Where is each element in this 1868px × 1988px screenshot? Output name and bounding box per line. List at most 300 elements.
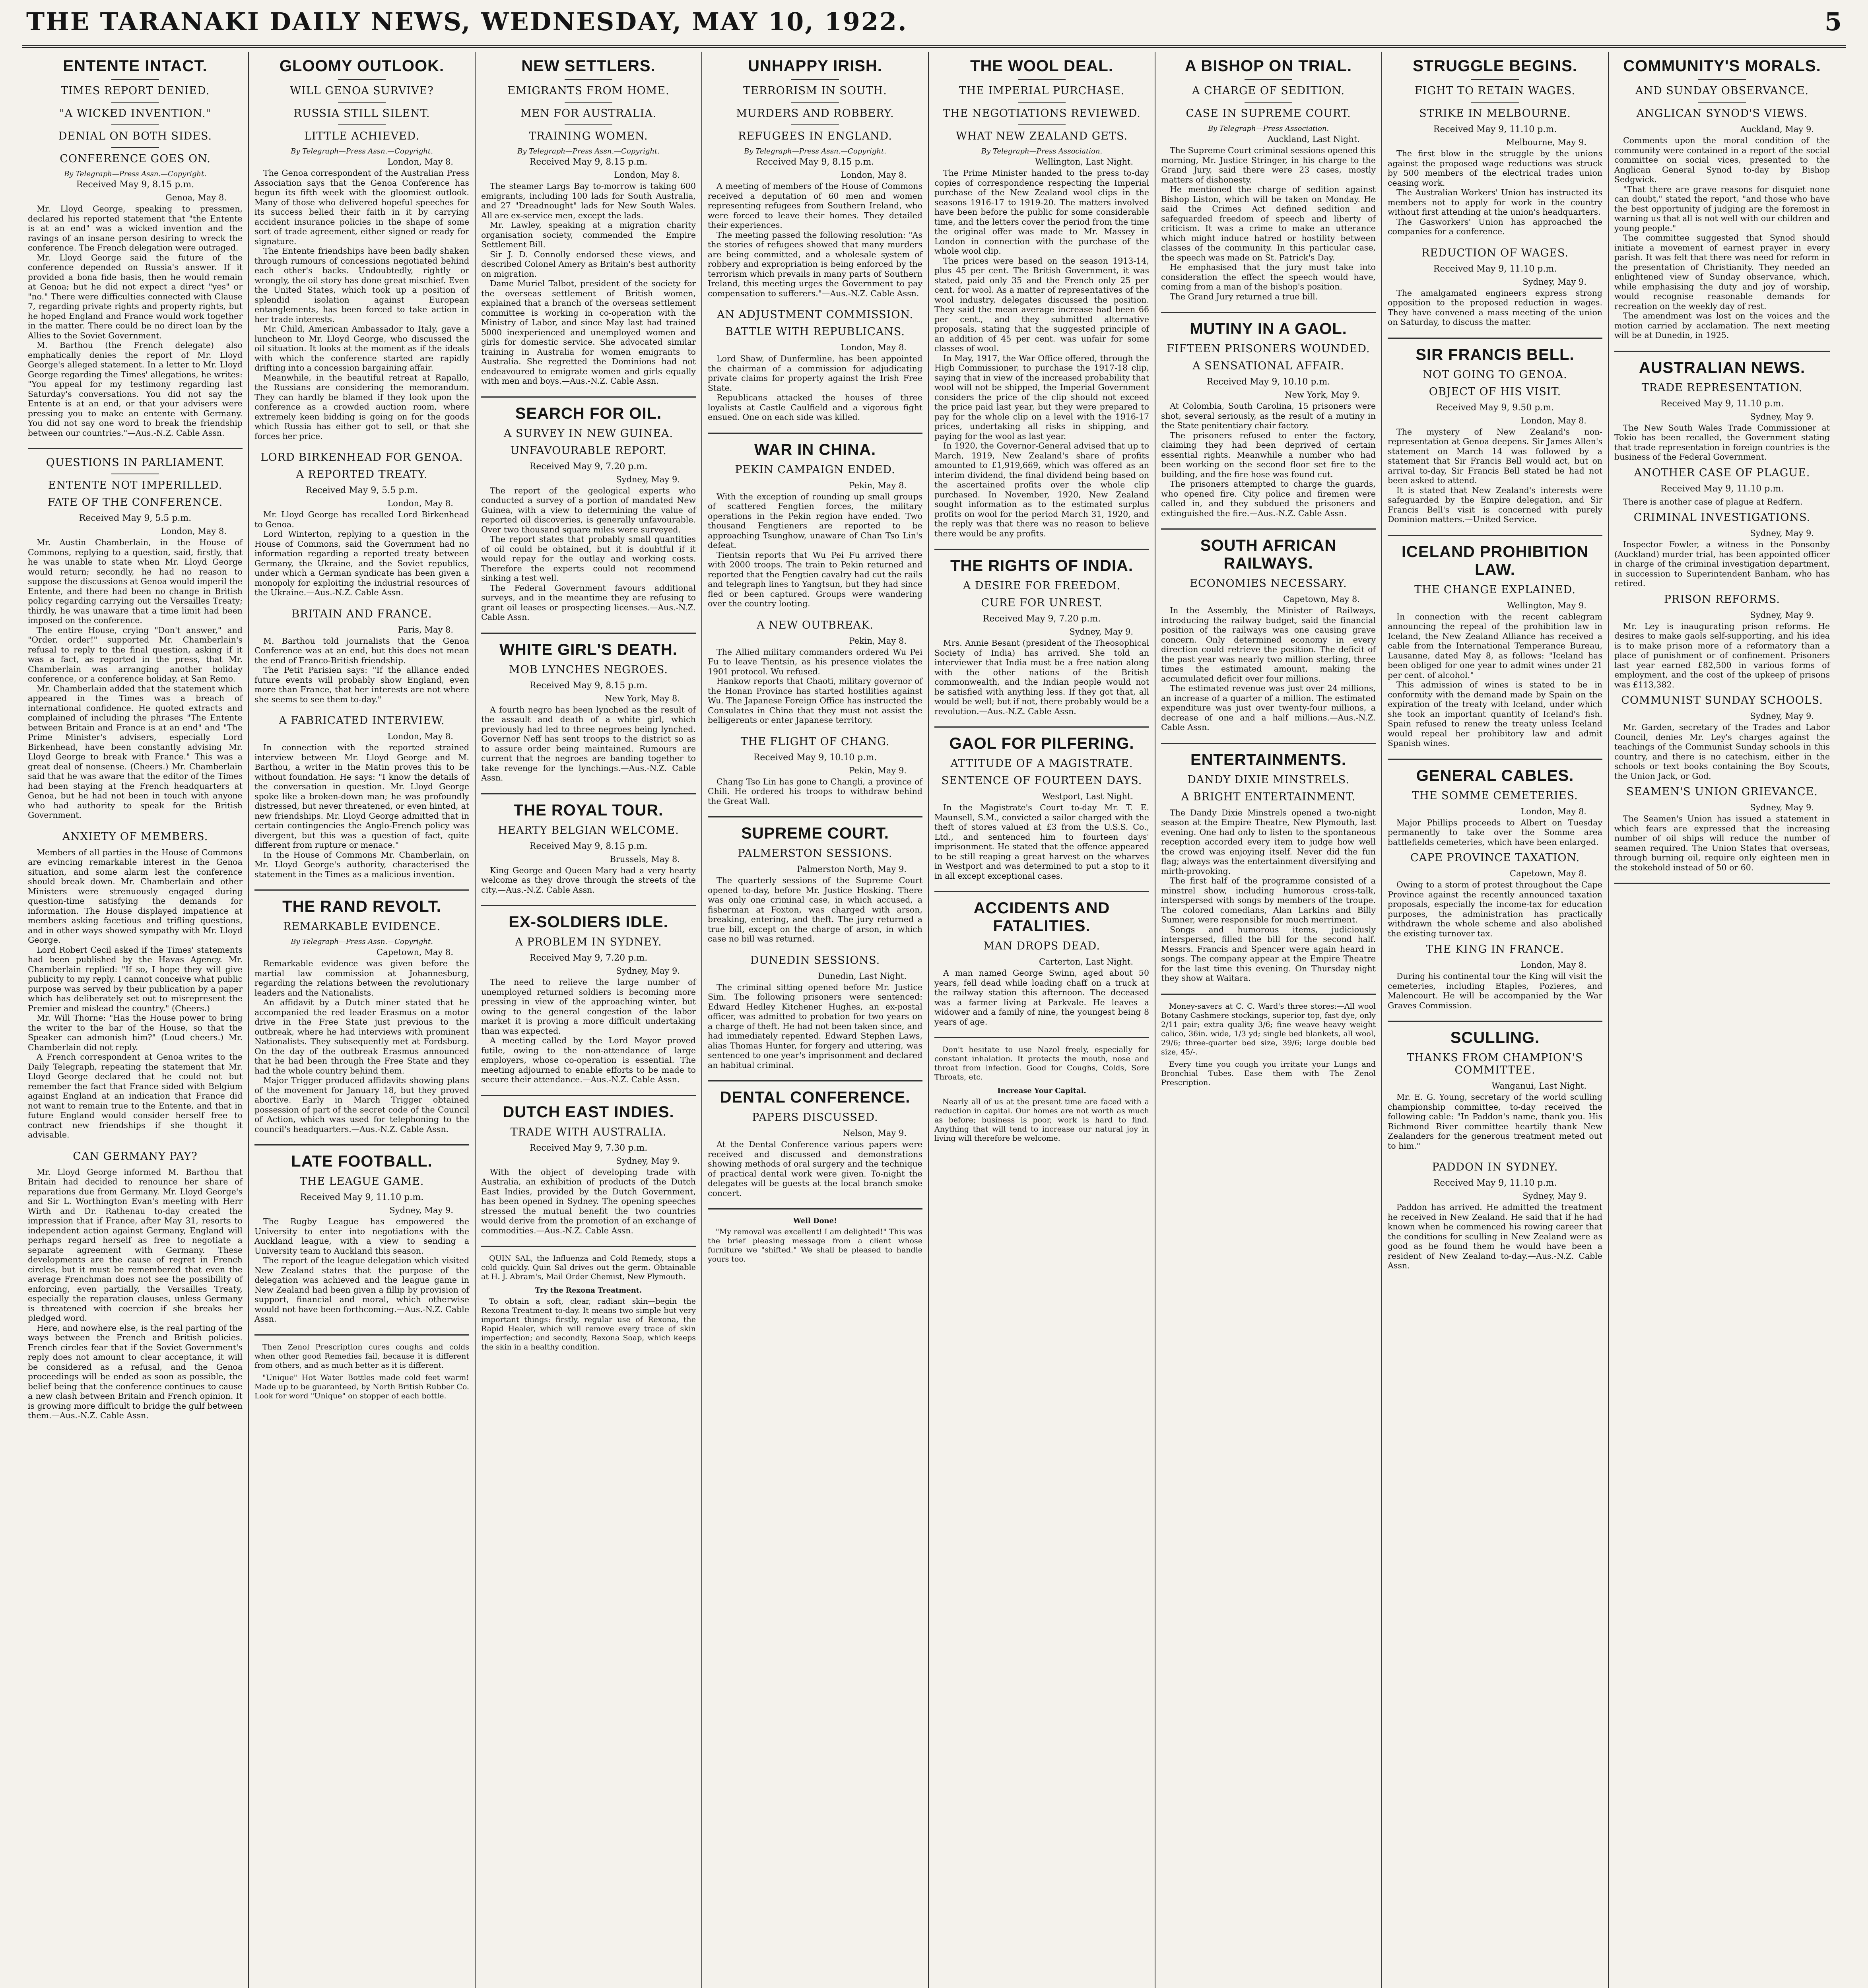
section-rule <box>1161 994 1376 995</box>
dateline: Wanganui, Last Night. <box>1491 1081 1586 1091</box>
article-oil <box>481 405 696 622</box>
subhead: A FABRICATED INTERVIEW. <box>279 714 445 727</box>
paragraph: The first half of the programme consisted of a minstrel show, including humorous cross-talk, interspersed with songs by members of the troupe. The colored comedians, Alan Larkins and Billy Sumner, were responsible for much merriment. <box>1161 876 1376 924</box>
paragraph: The mystery of New Zealand's non-representation at Genoa deepens. Sir James Allen's statement on March 14 was followed by a statement that Sir Francis Bell would act, but on arrival to-day, Sir Francis Bell stated he had not been asked to attend. <box>1388 427 1602 485</box>
dateline: Westport, Last Night. <box>1042 792 1133 801</box>
article-white-girl <box>481 641 696 783</box>
received-line: Received May 9, 8.15 p.m. <box>529 680 648 691</box>
article-germany-pay <box>28 1150 243 1421</box>
section-rule <box>481 1246 696 1247</box>
paragraph: Dame Muriel Talbot, president of the society for the overseas settlement of British women, explained that a branch of the overseas settlement committee is working in co-operation with the Ministry of Labor, and since May last had trained 5000 inexperienced and unemployed women and girls for domestic service. She advocated similar training in Australia for women emigrants to Australia. She regretted the Dominions had not endeavoured to emigrate women and girls equally with men and boys.—Aus.-N.Z. Cable Assn. <box>481 279 696 386</box>
article-fabricated <box>254 714 469 879</box>
paragraph: The committee suggested that Synod should initiate a movement of earnest prayer in every parish. It was felt that there was need for reform in the presentation of Christianity. They needed an enlightened view of Sunday observance, which, while emphasising the duty and joy of worship, would recognise reasonable demands for recreation on the weekly day of rest. <box>1614 233 1830 311</box>
dateline: Capetown, May 8. <box>377 947 453 957</box>
paragraph: The Dandy Dixie Minstrels opened a two-night season at the Empire Theatre, New Plymouth, last evening. One had only to listen to the spontaneous reception accorded every item to judge how well the crowd was enjoying itself. Never did the fun flag; always was the entertainment diversifying and mirth-provoking. <box>1161 808 1376 876</box>
paragraph: During his continental tour the King will visit the cemeteries, including Etaples, Pozieres, and Malencourt. He will be accompanied by the War Graves Commission. <box>1388 971 1602 1010</box>
article-rand <box>254 898 469 1134</box>
subhead: RUSSIA STILL SILENT. <box>293 107 430 120</box>
paragraph: The New South Wales Trade Commissioner at Tokio has been recalled, the Government stating that trade representation in foreign countries is the business of the Federal Government. <box>1614 423 1830 462</box>
received-line: Received May 9, 8.15 p.m. <box>756 157 874 167</box>
headline: GENERAL CABLES. <box>1416 767 1574 784</box>
article-late-football <box>254 1153 469 1324</box>
headline: SEARCH FOR OIL. <box>515 404 662 422</box>
paragraph: Meanwhile, in the beautiful retreat at Rapallo, the Russians are considering the memorandum. They can hardly be blamed if they look upon the conference as a crowded auction room, where extremely keen bidding is going on for the goods which Russia has either got to sell, or that she forces her price. <box>254 373 469 441</box>
subhead: ECONOMIES NECESSARY. <box>1190 577 1347 590</box>
paragraph: A fourth negro has been lynched as the result of the assault and death of a white girl, which previously had led to three negroes being lynched. Governor Neff has sent troops to the district so as to assure order being maintained. Rumours are current that the negroes are banding together to take revenge for the lynchings.—Aus.-N.Z. Cable Assn. <box>481 705 696 782</box>
headline: NEW SETTLERS. <box>521 57 656 75</box>
section-rule <box>708 1080 922 1081</box>
subhead: DANDY DIXIE MINSTRELS. <box>1187 773 1350 786</box>
paragraph: The Gasworkers' Union has approached the companies for a conference. <box>1388 217 1602 236</box>
received-line: Received May 9, 9.50 p.m. <box>1436 402 1554 413</box>
divider <box>1018 124 1066 125</box>
ad-headline: Try the Rexona Treatment. <box>535 1286 642 1295</box>
article-dutch <box>481 1103 696 1236</box>
divider <box>791 79 839 80</box>
divider <box>338 102 386 103</box>
headline: A BISHOP ON TRIAL. <box>1184 57 1352 75</box>
dateline: London, May 8. <box>1520 806 1586 816</box>
paragraph: The prisoners refused to enter the factory, claiming they had been deprived of certain essential rights. Meanwhile a number who had been working on the second floor set fire to the building, and the fire hose was found cut. <box>1161 430 1376 479</box>
subhead: FIFTEEN PRISONERS WOUNDED. <box>1167 343 1370 355</box>
subhead: THE FLIGHT OF CHANG. <box>740 735 890 748</box>
credit-line: By Telegraph—Press Association. <box>981 147 1103 155</box>
paragraph: The amendment was lost on the voices and the motion carried by acclamation. The next meeting will be at Dunedin, in 1925. <box>1614 311 1830 340</box>
subhead: A CHARGE OF SEDITION. <box>1192 85 1345 97</box>
dateline: Sydney, May 9. <box>1522 277 1586 287</box>
paragraph: Inspector Fowler, a witness in the Ponsonby (Auckland) murder trial, has been appointed officer in charge of the criminal investigation department, in succession to Superintendent Banham, who has retired. <box>1614 540 1830 588</box>
ad-headline: Well Done! <box>793 1217 837 1225</box>
section-rule <box>28 448 243 449</box>
article-entente <box>28 57 243 438</box>
paragraph: The Genoa correspondent of the Australian Press Association says that the Genoa Conference has begun its fifth week with the gloomiest outlook. Many of those who delivered hopeful speeches for its success belied their faith in it by carrying accident insurance policies in the shape of some sort of trade agreement, either signed or ready for signature. <box>254 168 469 246</box>
section-rule <box>1161 743 1376 744</box>
subhead: CAN GERMANY PAY? <box>73 1150 198 1163</box>
dateline: Sydney, May 9. <box>1069 627 1133 637</box>
divider <box>565 79 612 80</box>
subhead: CASE IN SUPREME COURT. <box>1186 107 1351 120</box>
paragraph: The Supreme Court criminal sessions opened this morning, Mr. Justice Stringer, in his charge to the Grand Jury, said there were 23 cases, mostly matters of dishonesty. <box>1161 146 1376 184</box>
advertisement: Money-savers at C. C. Ward's three stores:—All wool Botany Cashmere stockings, superior top, fast dye, only 2/11 pair; extra quality 3/6; fine weave heavy weight calico, 36in. wide, 1/3 yd; single bed blankets, all wool, 29/6; three-quarter bed size, 39/6; large double bed size, 45/-. <box>1161 1002 1376 1056</box>
subhead: THE IMPERIAL PURCHASE. <box>959 85 1125 97</box>
advertisement: Nearly all of us at the present time are faced with a reduction in capital. Our homes are not worth as much as before; business is poor, work is hard to find. Anything that will tend to increase our natural joy in living will therefore be welcome. <box>934 1097 1149 1143</box>
article-royal-tour <box>481 802 696 895</box>
subhead: THE SOMME CEMETERIES. <box>1412 789 1578 802</box>
article-outbreak <box>708 619 922 725</box>
subhead: EMIGRANTS FROM HOME. <box>507 85 670 97</box>
section-rule <box>708 816 922 817</box>
article-sa-railways <box>1161 537 1376 732</box>
article-entertainments <box>1161 751 1376 983</box>
paragraph: Mr. Child, American Ambassador to Italy, gave a luncheon to Mr. Lloyd George, who discussed the oil situation. It looks at the moment as if the ideals with which the conference started are rapidly drifting into a concession bargaining affair. <box>254 324 469 373</box>
paragraph: The Grand Jury returned a true bill. <box>1170 291 1318 301</box>
received-line: Received May 9, 11.10 p.m. <box>1433 1178 1557 1188</box>
section-rule <box>254 889 469 891</box>
page-number: 5 <box>1824 7 1842 36</box>
section-rule <box>254 1144 469 1145</box>
paragraph: Republicans attacked the houses of three loyalists at Castle Caulfield and a vigorous fight ensued. One on each side was killed. <box>708 393 922 422</box>
paragraph: The Prime Minister handed to the press to-day copies of correspondence respecting the Imperial purchase of the New Zealand wool clips in the seasons 1916-17 to 1919-20. The matters involved have been before the public for some considerable time, and the letters cover the period from the time the original offer was made to Mr. Massey in London in connection with the purchase of the whole wool clip. <box>934 168 1149 256</box>
paragraph: At the Dental Conference various papers were received and discussed and demonstrations showing methods of oral surgery and the technique of practical dental work were given. To-night the delegates will be guests at the local branch smoke concert. <box>708 1140 922 1198</box>
divider <box>1018 79 1066 80</box>
dateline: Auckland, May 9. <box>1740 124 1814 134</box>
received-line: Received May 9, 7.20 p.m. <box>529 461 648 472</box>
paragraph: Mr. Austin Chamberlain, in the House of Commons, replying to a question, said, firstly, that he was unable to state when Mr. Lloyd George would return; secondly, he had no reason to suppose the discussions at Genoa would imperil the Entente, and there had been no change in British policy regarding carrying out the Versailles Treaty; thirdly, he was unaware that a time limit had been imposed on the conference. <box>28 538 243 625</box>
headline: LATE FOOTBALL. <box>291 1153 433 1170</box>
headline: THE WOOL DEAL. <box>970 57 1113 75</box>
headline: ENTERTAINMENTS. <box>1190 751 1347 769</box>
paragraph: In 1920, the Governor-General advised that up to March, 1919, New Zealand's share of profits amounted to £1,919,669, which was offered as an interim dividend, the final dividend being based on the ascertained profits over the whole clip purchased. In November, 1920, New Zealand sought information as to the estimated surplus profits on wool for the period March 31, 1920, and the reply was that there was no reason to believe there would be any profits. <box>934 441 1149 538</box>
headline: DENTAL CONFERENCE. <box>720 1089 911 1106</box>
subhead: UNFAVOURABLE REPORT. <box>510 444 667 457</box>
paragraph: The prices were based on the season 1913-14, plus 45 per cent. The British Government, it was stated, paid only 35 and the French only 25 per cent. for wool. As a matter of representatives of the wool industry, delegates discussed the position. They said the mean average increase had been 66 per cent., and they submitted alternative proposals, stating that the suggested principle of an addition of 45 per cent. was unfair for some classes of wool. <box>934 256 1149 353</box>
headline: ACCIDENTS AND FATALITIES. <box>973 899 1110 935</box>
headline: SCULLING. <box>1450 1029 1540 1046</box>
subhead: OBJECT OF HIS VISIT. <box>1429 385 1561 398</box>
section-rule <box>1161 528 1376 530</box>
dateline: Sydney, May 9. <box>1522 1191 1586 1201</box>
subhead: MEN FOR AUSTRALIA. <box>520 107 657 120</box>
article-new-settlers <box>481 57 696 386</box>
dateline: London, May 8. <box>1520 415 1586 425</box>
paragraph: The Allied military commanders ordered Wu Pei Fu to leave Tientsin, as his presence violates the 1901 protocol. Wu refused. <box>708 647 922 676</box>
article-struggle <box>1388 57 1602 237</box>
divider <box>111 124 159 125</box>
paragraph: There is another case of plague at Redfern. <box>1623 497 1803 507</box>
subhead: LITTLE ACHIEVED. <box>304 130 419 142</box>
subhead: PADDON IN SYDNEY. <box>1432 1161 1558 1173</box>
subhead: WILL GENOA SURVIVE? <box>290 85 434 97</box>
credit-line: By Telegraph—Press Assn.—Copyright. <box>291 938 433 946</box>
paragraph: Remarkable evidence was given before the martial law commission at Johannesburg, regarding the relations between the revolutionary leaders and the Nationalists. <box>254 959 469 998</box>
subhead: BATTLE WITH REPUBLICANS. <box>725 326 905 338</box>
subhead: BRITAIN AND FRANCE. <box>291 608 432 620</box>
divider <box>791 102 839 103</box>
subhead: THE LEAGUE GAME. <box>299 1175 424 1188</box>
article-sculling <box>1388 1029 1602 1151</box>
article-morals <box>1614 57 1830 340</box>
paragraph: Major Phillips proceeds to Albert on Tuesday permanently to take over the Somme area battlefields cemeteries, which have been enlarged. <box>1388 817 1602 847</box>
subhead: ANXIETY OF MEMBERS. <box>62 830 208 843</box>
paragraph: A meeting called by the Lord Mayor proved futile, owing to the non-attendance of large employers, whose co-operation is essential. The meeting adjourned to enable efforts to be made to secure their attendance.—Aus.-N.Z. Cable Assn. <box>481 1036 696 1084</box>
dateline: Wellington, Last Night. <box>1035 157 1133 167</box>
dateline: Palmerston North, May 9. <box>797 864 907 874</box>
subhead: COMMUNIST SUNDAY SCHOOLS. <box>1621 694 1823 707</box>
article-india <box>934 557 1149 716</box>
received-line: Received May 9, 5.5 p.m. <box>79 513 192 523</box>
article-supreme <box>708 825 922 944</box>
section-rule <box>708 1208 922 1209</box>
article-irish <box>708 57 922 298</box>
paragraph: Chang Tso Lin has gone to Changli, a province of Chili. He ordered his troops to withdraw behind the Great Wall. <box>708 777 922 806</box>
received-line: Received May 9, 7.30 p.m. <box>529 1143 648 1153</box>
paragraph: Mr. Lloyd George, speaking to pressmen, declared his reported statement that "the Entente is at an end" was a wicked invention and the ravings of an insane person desiring to wreck the conference. The French delegation were outraged. <box>28 204 243 252</box>
paragraph: Here, and nowhere else, is the real parting of the ways between the French and British policies. French circles fear that if the Soviet Government's reply does not amount to clear acceptance, it will be considered as a refusal, and the Genoa proceedings will be ended as soon as possible, the belief being that the conference continues to cause a new clash between Britain and French opinion. It is growing more difficult to bridge the gulf between them.—Aus.-N.Z. Cable Assn. <box>28 1323 243 1420</box>
headline: ICELAND PROHIBITION LAW. <box>1401 543 1589 579</box>
paragraph: The amalgamated engineers express strong opposition to the proposed reduction in wages. They have convened a mass meeting of the union on Saturday, to discuss the matter. <box>1388 288 1602 327</box>
dateline: Pekin, May 8. <box>849 636 907 646</box>
paragraph: The need to relieve the large number of unemployed returned soldiers is becoming more pressing in view of the approaching winter, but owing to the general congestion of the labor market it is proving a more difficult undertaking than was expected. <box>481 977 696 1036</box>
subhead: AN ADJUSTMENT COMMISSION. <box>717 309 914 321</box>
dateline: London, May 8. <box>387 732 453 741</box>
article-general-cables <box>1388 767 1602 1011</box>
dateline: Dunedin, Last Night. <box>818 971 907 981</box>
headline: STRUGGLE BEGINS. <box>1413 57 1577 75</box>
paragraph: He mentioned the charge of sedition against Bishop Liston, which will be taken on Monday. He said the Crimes Act defined sedition and safeguarded freedom of speech and liberty of criticism. It was a crime to make an utterance which might induce hatred or hostility between classes of the community. In this particular case, the speech was made on St. Patrick's Day. <box>1161 184 1376 262</box>
subhead: REFUGEES IN ENGLAND. <box>738 130 892 142</box>
subhead: A DESIRE FOR FREEDOM. <box>963 580 1121 592</box>
paragraph: Mr. Lawley, speaking at a migration charity organisation society, commended the Empire Settlement Bill. <box>481 220 696 249</box>
column-3 <box>476 52 702 1988</box>
paragraph: The meeting passed the following resolution: "As the stories of refugees showed that many murders are being committed, and a wholesale system of robbery and expropriation is being enforced by the terrorism which prevails in many parts of Southern Ireland, this meeting urges the Government to pay compensation to sufferers."—Aus.-N.Z. Cable Assn. <box>708 230 922 298</box>
section-rule <box>934 549 1149 550</box>
subhead: MAN DROPS DEAD. <box>983 940 1100 952</box>
advertisement: "Unique" Hot Water Bottles made cold feet warm! Made up to be guaranteed, by North British Rubber Co. Look for word "Unique" on stopper of each bottle. <box>254 1373 469 1400</box>
paragraph: Mr. Lloyd George has recalled Lord Birkenhead to Genoa. <box>254 510 469 529</box>
subhead: CURE FOR UNREST. <box>981 597 1103 609</box>
received-line: Received May 9, 8.15 p.m. <box>76 180 194 190</box>
credit-line: By Telegraph—Press Assn.—Copyright. <box>291 147 433 155</box>
article-paddon <box>1388 1161 1602 1271</box>
advertisement: Don't hesitate to use Nazol freely, especially for constant inhalation. It protects the mouth, nose and throat from infection. Good for Coughs, Colds, Sore Throats, etc. <box>934 1045 1149 1081</box>
paragraph: Mr. Lloyd George said the future of the conference depended on Russia's answer. If it provided a bona fide basis, then he would remain at Genoa; but he did not expect a direct "yes" or "no." There were difficulties connected with Clause 7, regarding private rights and property rights, but he hoped England and France would work together in the matter. There could be no direct loan by the Allies to the Soviet Government. <box>28 252 243 340</box>
paragraph: Owing to a storm of protest throughout the Cape Province against the recently announced taxation proposals, especially the income-tax for education purposes, the administration has practically withdrawn the whole scheme and also abolished the existing turnover tax. <box>1388 880 1602 938</box>
subhead: QUESTIONS IN PARLIAMENT. <box>46 456 225 469</box>
subhead: THE NEGOTIATIONS REVIEWED. <box>943 107 1141 120</box>
section-rule <box>1388 535 1602 536</box>
section-rule <box>1614 883 1830 884</box>
paragraph: "That there are grave reasons for disquiet none can doubt," stated the report, "and those who have the best opportunity of judging are the foremost in warning us that all is not well with our children and young people." <box>1614 184 1830 233</box>
paragraph: Tientsin reports that Wu Pei Fu arrived there with 2000 troops. The train to Pekin returned and reported that the Fengtien cavalry had cut the rails and telegraph lines to Yangtsun, but they had since fled or been captured. Groups were wandering over the country looting. <box>708 550 922 608</box>
paragraph: King George and Queen Mary had a very hearty welcome as they drove through the streets of the city.—Aus.-N.Z. Cable Assn. <box>481 865 696 895</box>
paragraph: M. Barthou (the French delegate) also emphatically denies the report of Mr. Lloyd George's alleged statement. In a letter to Mr. Lloyd George regarding the Times' allegations, he writes: "You appeal for my testimony regarding last Saturday's conversations. You did not say the Entente is at an end, or that your advisers were pressing you to make an entente with Germany. You did not say one word to break the friendship between our countries."—Aus.-N.Z. Cable Assn. <box>28 340 243 438</box>
dateline: New York, May 9. <box>1285 390 1360 400</box>
paragraph: A French correspondent at Genoa writes to the Daily Telegraph, repeating the statement that Mr. Lloyd George declared that he could not but remember the fact that France sided with Belgium against England at an indication that France did not want to remain true to the Entente, and that in future England would consider herself free to contract new friendships if she thought it advisable. <box>28 1052 243 1140</box>
column-1 <box>22 52 249 1988</box>
article-iceland <box>1388 543 1602 748</box>
subhead: NOT GOING TO GENOA. <box>1423 368 1567 381</box>
subhead: ANOTHER CASE OF PLAGUE. <box>1634 466 1810 479</box>
paragraph: The Rugby League has empowered the University to enter into negotiations with the Auckland league, with a view to sending a University team to Auckland this season. <box>254 1217 469 1256</box>
article-dental <box>708 1089 922 1198</box>
divider <box>1471 79 1519 80</box>
dateline: Capetown, May 8. <box>1510 869 1586 878</box>
paragraph: The estimated revenue was just over 24 millions, an increase of a quarter of a million. The estimated expenditure was just over twenty-four millions, a decrease of one and a half millions.—Aus.-N.Z. Cable Assn. <box>1161 683 1376 732</box>
subhead: MURDERS AND ROBBERY. <box>736 107 894 120</box>
received-line: Received May 9, 11.10 p.m. <box>1660 483 1784 494</box>
paragraph: In connection with the reported strained interview between Mr. Lloyd George and M. Barthou, a writer in the Matin proves this to be without foundation. He says: "I know the details of the conversation in question. Mr. Lloyd George spoke like a broken-down man; he was profoundly distressed, but never threatened, or even hinted, at new friendships. Mr. Lloyd George admitted that in certain contingencies the Anglo-French policy was divergent, but this was a question of fact, quite different from rupture or menace." <box>254 743 469 850</box>
dateline: Sydney, May 9. <box>1750 803 1814 812</box>
received-line: Received May 9, 7.20 p.m. <box>529 953 648 963</box>
paragraph: Songs and humorous items, judiciously interspersed, filled the bill for the second half. Messrs. Francis and Spencer were again heard in songs. The company appear at the Empire Theatre for the last time this evening. On Thursday night they show at Waitara. <box>1161 924 1376 983</box>
divider <box>1698 79 1746 80</box>
received-line: Received May 9, 8.15 p.m. <box>529 157 648 167</box>
divider <box>111 147 159 148</box>
paragraph: The report of the geological experts who conducted a survey of a portion of mandated New Guinea, with a view to determining the value of reported oil discoveries, is generally unfavourable. Over two thousand square miles were surveyed. <box>481 485 696 534</box>
paragraph: The Entente friendships have been badly shaken through rumours of concessions negotiated behind each other's backs. Undoubtedly, rightly or wrongly, the oil story has done great mischief. Even the United States, which took up a position of splendid isolation against European entanglements, has been forced to take action in her trade interests. <box>254 246 469 324</box>
section-rule <box>254 1334 469 1336</box>
credit-line: By Telegraph—Press Assn.—Copyright. <box>64 170 206 178</box>
dateline: Auckland, Last Night. <box>1267 134 1360 144</box>
subhead: A NEW OUTBREAK. <box>757 619 874 631</box>
subhead: DENIAL ON BOTH SIDES. <box>58 130 212 142</box>
paragraph: The quarterly sessions of the Supreme Court opened to-day, before Mr. Justice Hosking. There was only one criminal case, in which accused, a fisherman at Foxton, was charged with arson, breaking, entering, and theft. The jury returned a true bill, except on the charge of arson, in which case no bill was returned. <box>708 876 922 944</box>
article-adjustment <box>708 309 922 422</box>
received-line: Received May 9, 11.10 p.m. <box>300 1192 424 1202</box>
received-line: Received May 9, 10.10 p.m. <box>1206 377 1330 387</box>
divider <box>565 102 612 103</box>
dateline: London, May 8. <box>614 170 680 180</box>
headline: DUTCH EAST INDIES. <box>503 1103 674 1121</box>
headline: SIR FRANCIS BELL. <box>1416 346 1575 363</box>
headline: UNHAPPY IRISH. <box>748 57 882 75</box>
paragraph: The Petit Parisien says: "If the alliance ended future events will probably show England, even more than France, that her interests are not where she seems to see them to-day." <box>254 665 469 704</box>
paragraph: At Colombia, South Carolina, 15 prisoners were shot, several seriously, as the result of a mutiny in the State penitentiary chair factory. <box>1161 401 1376 430</box>
column-5 <box>929 52 1155 1988</box>
paragraph: Comments upon the moral condition of the community were contained in a report of the social committee on social vices, presented to the Anglican General Synod to-day by Bishop Sedgwick. <box>1614 136 1830 184</box>
article-birkenhead <box>254 451 469 598</box>
paragraph: An affidavit by a Dutch miner stated that he accompanied the red leader Erasmus on a motor drive in the Free State just previous to the outbreak, where he had interviews with prominent Nationalists. They subsequently met at Fordsburg. On the day of the outbreak Erasmus announced that he had been through the Free State and they had the whole country behind them. <box>254 998 469 1076</box>
subhead: SEAMEN'S UNION GRIEVANCE. <box>1626 786 1818 798</box>
paragraph: The Australian Workers' Union has instructed its members not to apply for work in the country without first attending at the union's headquarters. <box>1388 188 1602 217</box>
article-bishop <box>1161 57 1376 301</box>
dateline: London, May 8. <box>1520 960 1586 970</box>
section-rule <box>481 793 696 794</box>
section-rule <box>481 1095 696 1096</box>
received-line: Received May 9, 11.10 p.m. <box>1433 264 1557 274</box>
paragraph: This admission of wines is stated to be in conformity with the demand made by Spain on the expiration of the treaty with Iceland, under which she took an important quantity of Iceland's fish. Spain refused to renew the treaty unless Iceland would repeal her prohibitory law and admit Spanish wines. <box>1388 680 1602 748</box>
paragraph: Lord Robert Cecil asked if the Times' statements had been published by the Havas Agency. Mr. Chamberlain replied: "If so, I hope they will give publicity to my reply. I cannot conceive what public purpose was served by their publication by a paper which has deliberately set out to misrepresent the Premier and mislead the country." (Cheers.) <box>28 945 243 1013</box>
paragraph: Mr. Will Thorne: "Has the House power to bring the writer to the bar of the House, so that the Speaker can admonish him?" (Loud cheers.) Mr. Chamberlain did not reply. <box>28 1013 243 1052</box>
dateline: Sydney, May 9. <box>616 1156 680 1166</box>
section-rule <box>1388 1021 1602 1022</box>
dateline: Wellington, May 9. <box>1507 600 1586 610</box>
paragraph: The Seamen's Union has issued a statement in which fears are expressed that the increasing number of oil ships will reduce the number of seamen required. The Union States that overseas, through burning oil, require only eighteen men in the stokehold instead of 50 or 60. <box>1614 814 1830 872</box>
subhead: CRIMINAL INVESTIGATIONS. <box>1633 511 1811 524</box>
subhead: THE CHANGE EXPLAINED. <box>1414 583 1576 596</box>
article-australian <box>1614 359 1830 873</box>
section-rule <box>1161 312 1376 313</box>
paragraph: In the Assembly, the Minister of Railways, introducing the railway budget, said the financial position of the railways was one causing grave concern. Only determined economy in every direction could retrieve the position. The deficit of the past year was nearly two million sterling, three times the estimated amount, making the accumulated deficit over four millions. <box>1161 606 1376 683</box>
section-rule <box>481 396 696 398</box>
article-mutiny <box>1161 320 1376 518</box>
divider <box>111 102 159 103</box>
paragraph: A man named George Swinn, aged about 50 years, fell dead while loading chaff on a truck at the railway station this afternoon. The deceased was a farmer living at Parkvale. He leaves a widower and a family of nine, the youngest being 8 years of age. <box>934 968 1149 1027</box>
subhead: REMARKABLE EVIDENCE. <box>283 920 441 933</box>
subhead: THANKS FROM CHAMPION'S COMMITTEE. <box>1407 1052 1583 1076</box>
section-rule <box>934 1037 1149 1038</box>
subhead: TRAINING WOMEN. <box>529 130 648 142</box>
paragraph: M. Barthou told journalists that the Genoa Conference was at an end, but this does not mean the end of Franco-British friendship. <box>254 636 469 665</box>
subhead: FATE OF THE CONFERENCE. <box>47 496 223 509</box>
article-china <box>708 441 922 609</box>
divider <box>565 124 612 125</box>
masthead-title: THE TARANAKI DAILY NEWS, WEDNESDAY, MAY 10, 1922. <box>26 7 908 36</box>
divider <box>791 124 839 125</box>
headline: EX-SOLDIERS IDLE. <box>509 913 668 931</box>
paragraph: The entire House, crying "Don't answer," and "Order, order!" supported Mr. Chamberlain's refusal to reply to the final question, asking if it was a fact, as reported in the press, that Mr. Chamberlain was arranging another holiday conference, or a conference holiday, at San Remo. <box>28 625 243 683</box>
received-line: Received May 9, 5.5 p.m. <box>305 485 418 495</box>
received-line: Received May 9, 10.10 p.m. <box>753 752 877 763</box>
paragraph: The criminal sitting opened before Mr. Justice Sim. The following prisoners were sentenced: Edward Hedley Kitchener Hughes, an ex-postal officer, was admitted to probation for two years on a charge of theft. He had not been taken since, and had immediately repented. Edward Stephen Laws, alias Thomas Hunter, for forgery and uttering, was sentenced to one year's imprisonment and declared an habitual criminal. <box>708 982 922 1070</box>
subhead: A PROBLEM IN SYDNEY. <box>515 936 662 948</box>
subhead: SENTENCE OF FOURTEEN DAYS. <box>941 775 1142 787</box>
dateline: Sydney, May 9. <box>616 474 680 484</box>
paragraph: Paddon has arrived. He admitted the treatment he received in New Zealand. He said that if he had known when he commenced his rowing career that the conditions for sculling in New Zealand were as good as he found them he would have been a resident of New Zealand to-day.—Aus.-N.Z. Cable Assn. <box>1388 1202 1602 1270</box>
received-line: Received May 9, 7.20 p.m. <box>983 614 1101 624</box>
subhead: TERRORISM IN SOUTH. <box>743 85 887 97</box>
credit-line: By Telegraph—Press Assn.—Copyright. <box>517 147 660 155</box>
dateline: Brussels, May 8. <box>610 854 680 864</box>
headline: SUPREME COURT. <box>741 825 889 842</box>
paragraph: The prisoners attempted to charge the guards, who opened fire. City police and firemen were called in, and they subdued the prisoners and extinguished the fire.—Aus.-N.Z. Cable Assn. <box>1161 479 1376 518</box>
subhead: PRISON REFORMS. <box>1664 593 1780 606</box>
divider <box>111 79 159 80</box>
headline: GAOL FOR PILFERING. <box>949 735 1134 752</box>
headline: THE RIGHTS OF INDIA. <box>950 557 1133 575</box>
section-rule <box>934 891 1149 892</box>
column-6 <box>1155 52 1382 1988</box>
subhead: PAPERS DISCUSSED. <box>752 1111 878 1124</box>
subhead: ENTENTE NOT IMPERILLED. <box>48 479 223 491</box>
paragraph: A meeting of members of the House of Commons received a deputation of 60 men and women representing refugees from Southern Ireland, who were forced to leave their homes. They detailed their experiences. <box>708 181 922 230</box>
divider <box>1018 102 1066 103</box>
article-ex-soldiers <box>481 913 696 1085</box>
paragraph: Members of all parties in the House of Commons are evincing remarkable interest in the Genoa situation, and some alarm lest the conference should break down. Mr. Chamberlain and other Ministers were strenuously engaged during question-time satisfying the demands for information. The House displayed impatience at members asking facetious and trifling questions, and in other ways showed sympathy with Mr. Lloyd George. <box>28 847 243 945</box>
section-rule <box>1388 338 1602 339</box>
article-britain-france <box>254 608 469 705</box>
article-anxiety <box>28 831 243 1140</box>
subhead: A REPORTED TREATY. <box>296 468 428 481</box>
dateline: London, May 8. <box>841 170 907 180</box>
subhead: CAPE PROVINCE TAXATION. <box>1410 852 1580 864</box>
paragraph: Hankow reports that Chaoti, military governor of the Honan Province has started hostilities against Wu. The Japanese Foreign Office has instructed the Consulates in China that they must not assist the belligerents or enter Japanese territory. <box>708 676 922 725</box>
dateline: Sydney, May 9. <box>1750 412 1814 421</box>
subhead: THE KING IN FRANCE. <box>1426 943 1564 955</box>
dateline: Melbourne, May 9. <box>1506 138 1586 147</box>
section-rule <box>934 726 1149 728</box>
subhead: A SENSATIONAL AFFAIR. <box>1192 360 1344 372</box>
section-rule <box>1388 759 1602 760</box>
paragraph: Mr. E. G. Young, secretary of the world sculling championship committee, to-day received the following cable: "In Paddon's name, thank you. His Richmond River committee heartily thank New Zealanders for the generous treatment meted out to him." <box>1388 1092 1602 1151</box>
dateline: Sydney, May 9. <box>1750 711 1814 721</box>
article-wool <box>934 57 1149 538</box>
dateline: Sydney, May 9. <box>1750 528 1814 538</box>
subhead: PEKIN CAMPAIGN ENDED. <box>735 463 895 476</box>
paragraph: In the Magistrate's Court to-day Mr. T. E. Maunsell, S.M., convicted a sailor charged with the theft of stores valued at £3 from the U.S.S. Co., Ltd., and sentenced him to fourteen days' imprisonment. He stated that the offence appeared to be still reaping a great harvest on the wharves in Westport and was determined to put a stop to it in all except exceptional cases. <box>934 803 1149 881</box>
column-2 <box>249 52 476 1988</box>
paragraph: The report of the league delegation which visited New Zealand states that the purpose of the delegation was achieved and the league game in New Zealand had been given a fillip by provision of support, financial and moral, which otherwise would not have been forthcoming.—Aus.-N.Z. Cable Assn. <box>254 1256 469 1324</box>
dateline: Nelson, May 9. <box>843 1128 907 1138</box>
column-7 <box>1382 52 1609 1988</box>
dateline: Paris, May 8. <box>398 625 453 635</box>
subhead: WHAT NEW ZEALAND GETS. <box>955 130 1128 142</box>
received-line: Received May 9, 11.10 p.m. <box>1433 124 1557 134</box>
headline: AUSTRALIAN NEWS. <box>1639 359 1806 377</box>
credit-line: By Telegraph—Press Assn.—Copyright. <box>744 147 886 155</box>
subhead: TRADE REPRESENTATION. <box>1641 381 1803 394</box>
article-gaol-pilfering <box>934 735 1149 881</box>
article-accidents <box>934 899 1149 1027</box>
received-line: Received May 9, 11.10 p.m. <box>1660 398 1784 409</box>
subhead: FIGHT TO RETAIN WAGES. <box>1414 85 1576 97</box>
paragraph: The steamer Largs Bay to-morrow is taking 600 emigrants, including 100 lads for South Australia, and 27 "Dreadnought" lads for New South Wales. All are ex-service men, except the lads. <box>481 181 696 220</box>
paragraph: Major Trigger produced affidavits showing plans of the movement for January 18, but they proved abortive. Early in March Trigger obtained possession of part of the secret code of the Council of Action, which was used for telephoning to the council's headquarters.—Aus.-N.Z. Cable Assn. <box>254 1076 469 1134</box>
subhead: HEARTY BELGIAN WELCOME. <box>498 824 679 837</box>
divider <box>1245 102 1292 103</box>
dateline: Genoa, May 8. <box>165 193 227 202</box>
section-rule <box>481 905 696 906</box>
